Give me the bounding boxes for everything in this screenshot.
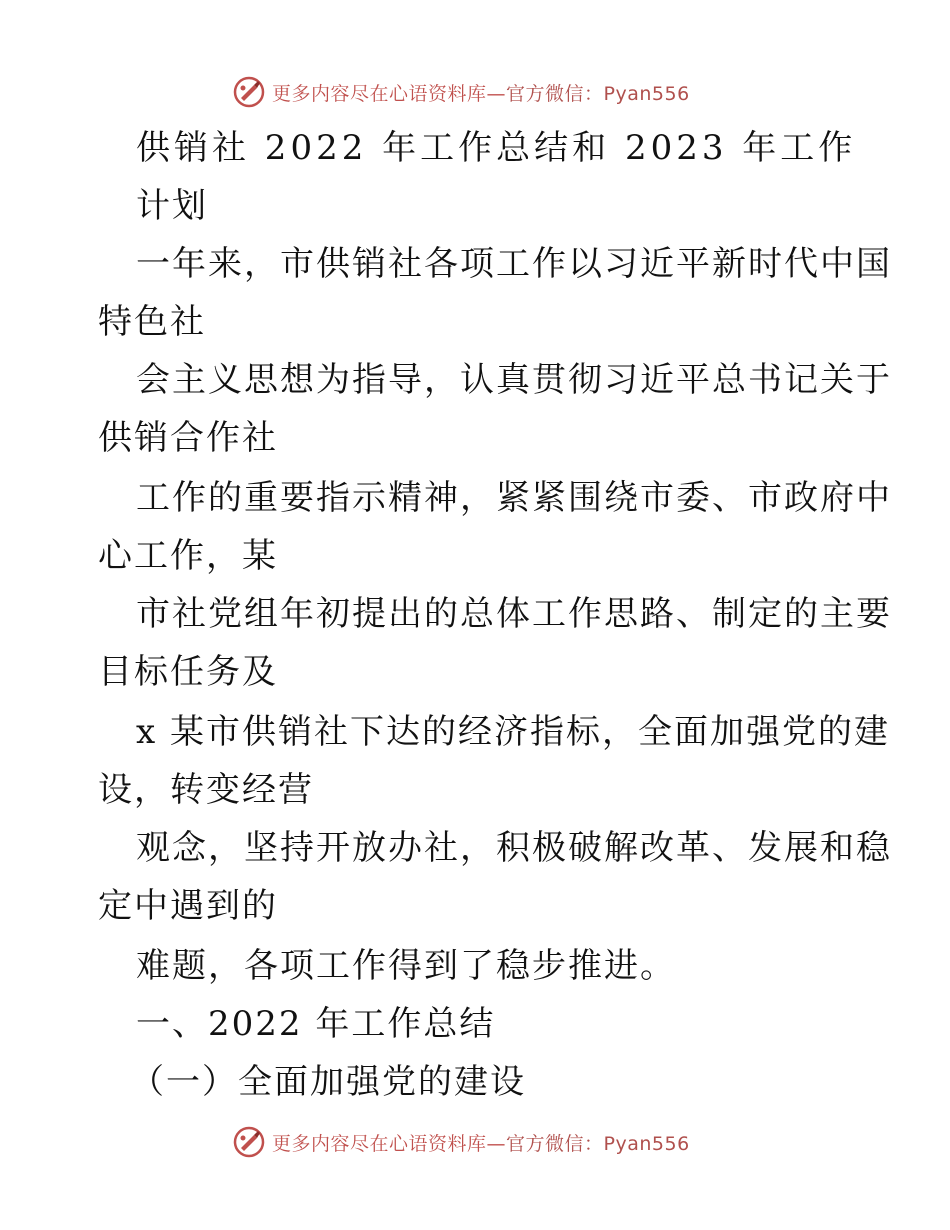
paragraph-line: 工作的重要指示精神，紧紧围绕市委、市政府中 — [136, 478, 892, 518]
paragraph-line: 定中遇到的 — [98, 886, 278, 926]
doc-title-line-1: 供销社 2022 年工作总结和 2023 年工作 — [136, 128, 857, 168]
paragraph-line: 特色社 — [98, 302, 206, 342]
logo-icon — [232, 75, 266, 109]
banner-text: 更多内容尽在心语资料库—官方微信：Pyan556 — [272, 1132, 690, 1155]
footer-banner — [0, 1122, 950, 1162]
logo-icon — [232, 1125, 266, 1159]
paragraph-line: 市社党组年初提出的总体工作思路、制定的主要 — [136, 594, 892, 634]
paragraph-line: 供销合作社 — [98, 418, 278, 458]
doc-title-line-2: 计划 — [136, 186, 208, 226]
paragraph-line: 观念，坚持开放办社，积极破解改革、发展和稳 — [136, 828, 892, 868]
paragraph-line: 一年来，市供销社各项工作以习近平新时代中国 — [136, 244, 892, 284]
paragraph-line: 目标任务及 — [98, 652, 278, 692]
paragraph-line: 心工作，某 — [98, 536, 278, 576]
paragraph-line: 设，转变经营 — [98, 770, 314, 810]
banner-text: 更多内容尽在心语资料库—官方微信：Pyan556 — [272, 82, 690, 105]
paragraph-line: x 某市供销社下达的经济指标，全面加强党的建 — [136, 712, 890, 752]
paragraph-line: 会主义思想为指导，认真贯彻习近平总书记关于 — [136, 360, 892, 400]
section-heading: 一、2022 年工作总结 — [136, 1004, 496, 1044]
paragraph-line: 难题，各项工作得到了稳步推进。 — [136, 946, 676, 986]
subsection-heading: （一）全面加强党的建设 — [130, 1062, 526, 1102]
header-banner — [0, 72, 950, 112]
